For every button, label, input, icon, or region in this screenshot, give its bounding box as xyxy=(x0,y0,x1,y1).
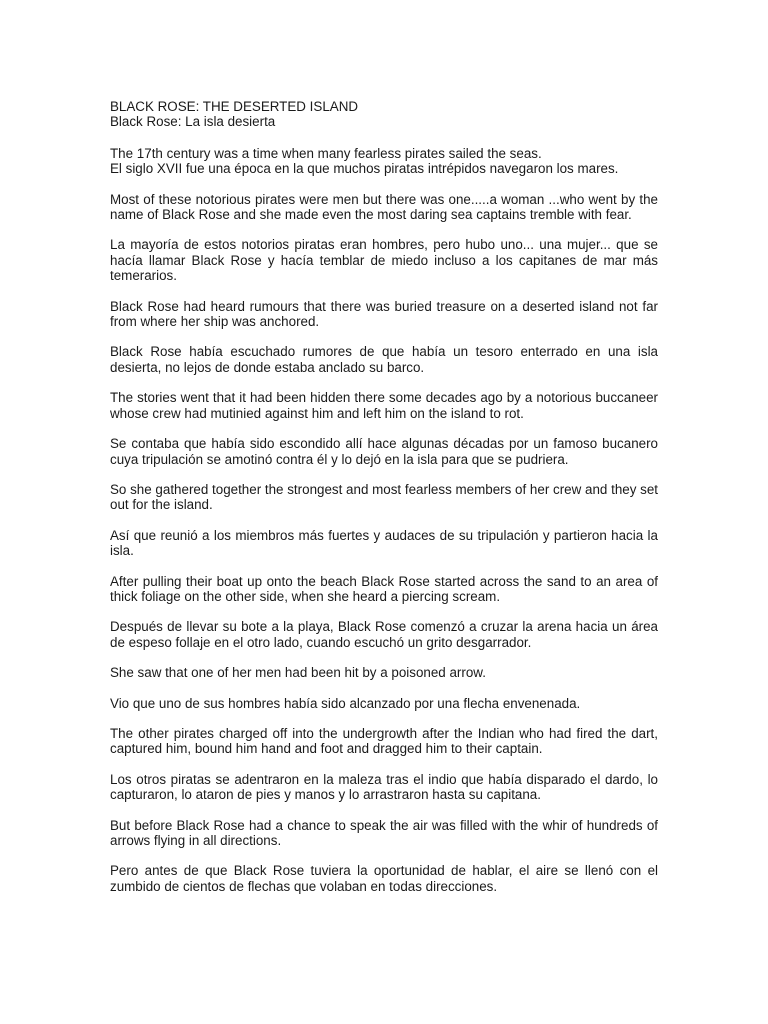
paragraph: La mayoría de estos notorios piratas eran hombres, pero hubo uno... una mujer... que se hacía llamar Black Rose y hacía temblar de miedo incluso a los capitanes de mar más temerarios. xyxy=(110,237,658,284)
document-title: BLACK ROSE: THE DESERTED ISLAND xyxy=(110,99,359,114)
document-page xyxy=(110,99,658,909)
paragraph: Después de llevar su bote a la playa, Black Rose comenzó a cruzar la arena hacia un área de espeso follaje en el otro lado, cuando escuchó un grito desgarrador. xyxy=(110,619,658,650)
paragraph: Se contaba que había sido escondido allí hace algunas décadas por un famoso bucanero cuya tripulación se amotinó contra él y lo dejó en la isla para que se pudriera. xyxy=(110,436,658,467)
paragraph: Black Rose had heard rumours that there was buried treasure on a deserted island not far from where her ship was anchored. xyxy=(110,298,658,330)
document-subtitle: Black Rose: La isla desierta xyxy=(110,114,276,130)
paragraph: Black Rose había escuchado rumores de que había un tesoro enterrado en una isla desierta, no lejos de donde estaba anclado su barco. xyxy=(110,344,658,375)
paragraph: The stories went that it had been hidden there some decades ago by a notorious buccaneer whose crew had mutinied against him and left him on the island to rot. xyxy=(110,390,658,421)
paragraph: Most of these notorious pirates were men but there was one.....a woman ...who went by the name of Black Rose and she made even the most daring sea captains tremble with fear. xyxy=(110,191,658,223)
body-text xyxy=(110,146,658,894)
paragraph: She saw that one of her men had been hit by a poisoned arrow. xyxy=(110,665,486,681)
paragraph: But before Black Rose had a chance to speak the air was filled with the whir of hundreds of arrows flying in all directions. xyxy=(110,817,658,848)
paragraph: Pero antes de que Black Rose tuviera la oportunidad de hablar, el aire se llenó con el zumbido de cientos de flechas que volaban en todas direcciones. xyxy=(110,863,658,894)
paragraph: So she gathered together the strongest and most fearless members of her crew and they set out for the island. xyxy=(110,481,658,513)
paragraph: Así que reunió a los miembros más fuertes y audaces de su tripulación y partieron hacia la isla. xyxy=(110,527,658,559)
paragraph: Los otros piratas se adentraron en la maleza tras el indio que había disparado el dardo, lo capturaron, lo ataron de pies y manos y lo arrastraron hasta su capitana. xyxy=(110,771,658,803)
title-block xyxy=(110,99,658,130)
paragraph: The 17th century was a time when many fearless pirates sailed the seas. El siglo XVII fue una época en la que muchos piratas intrépidos navegaron los mares. xyxy=(110,145,619,177)
paragraph: The other pirates charged off into the undergrowth after the Indian who had fired the dart, captured him, bound him hand and foot and dragged him to their captain. xyxy=(110,725,658,757)
paragraph: Vio que uno de sus hombres había sido alcanzado por una flecha envenenada. xyxy=(110,695,581,711)
paragraph: After pulling their boat up onto the beach Black Rose started across the sand to an area of thick foliage on the other side, when she heard a piercing scream. xyxy=(110,573,658,604)
